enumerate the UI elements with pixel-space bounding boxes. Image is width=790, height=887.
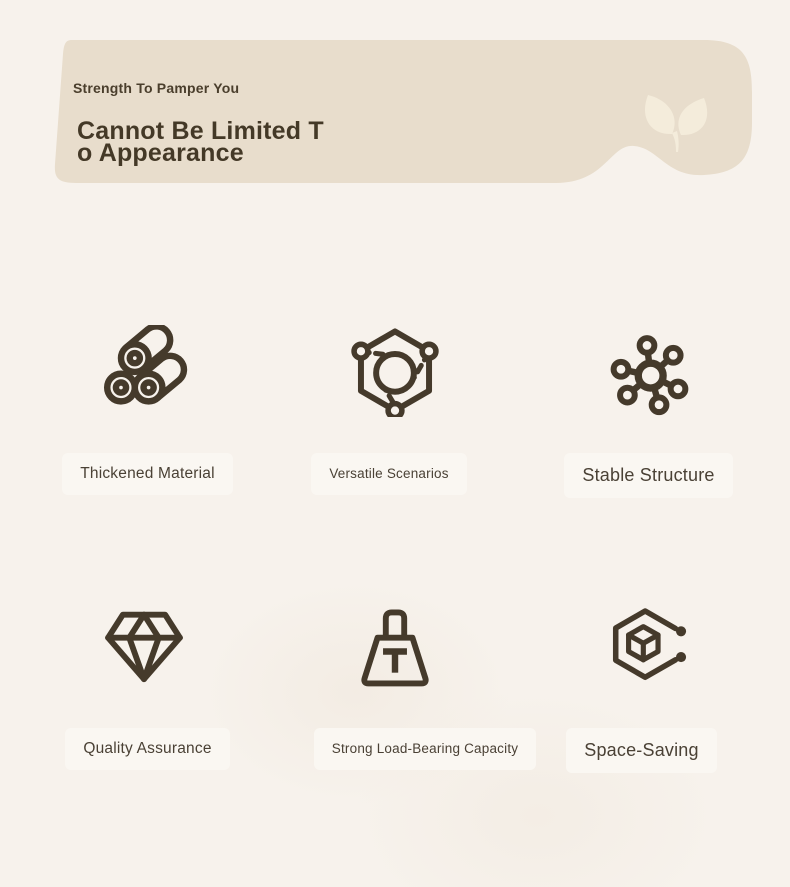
feature-label-card — [566, 728, 716, 773]
feature-label-card — [564, 453, 732, 498]
feature-grid — [0, 325, 790, 773]
rolled-material-icon — [98, 325, 190, 417]
feature-label: Stable Structure — [582, 465, 715, 485]
weight-icon — [349, 600, 441, 692]
feature-quality-assurance — [0, 600, 263, 773]
banner-title-line2: o Appearance — [77, 139, 244, 167]
feature-label-card — [65, 728, 229, 770]
banner-title-line1: Cannot Be Limited T — [77, 117, 324, 145]
banner-eyebrow: Strength To Pamper You — [73, 80, 240, 96]
banner-title — [77, 117, 324, 167]
network-hub-icon — [601, 325, 693, 417]
banner-shape — [0, 0, 790, 210]
feature-stable-structure — [527, 325, 790, 600]
feature-label-card — [62, 453, 233, 495]
feature-label: Quality Assurance — [83, 740, 212, 757]
feature-label-card — [311, 453, 466, 495]
feature-label: Versatile Scenarios — [329, 466, 449, 481]
feature-label: Strong Load-Bearing Capacity — [331, 741, 519, 756]
feature-label: Space-Saving — [584, 740, 699, 760]
cube-hexagon-icon — [601, 600, 693, 692]
feature-versatile-scenarios — [263, 325, 527, 600]
feature-load-bearing — [263, 600, 527, 773]
hexagon-molecule-icon — [349, 325, 441, 417]
feature-label: Thickened Material — [80, 465, 215, 482]
feature-thickened-material — [0, 325, 263, 600]
feature-label-card — [314, 728, 536, 770]
diamond-icon — [98, 600, 190, 692]
feature-space-saving — [527, 600, 790, 773]
